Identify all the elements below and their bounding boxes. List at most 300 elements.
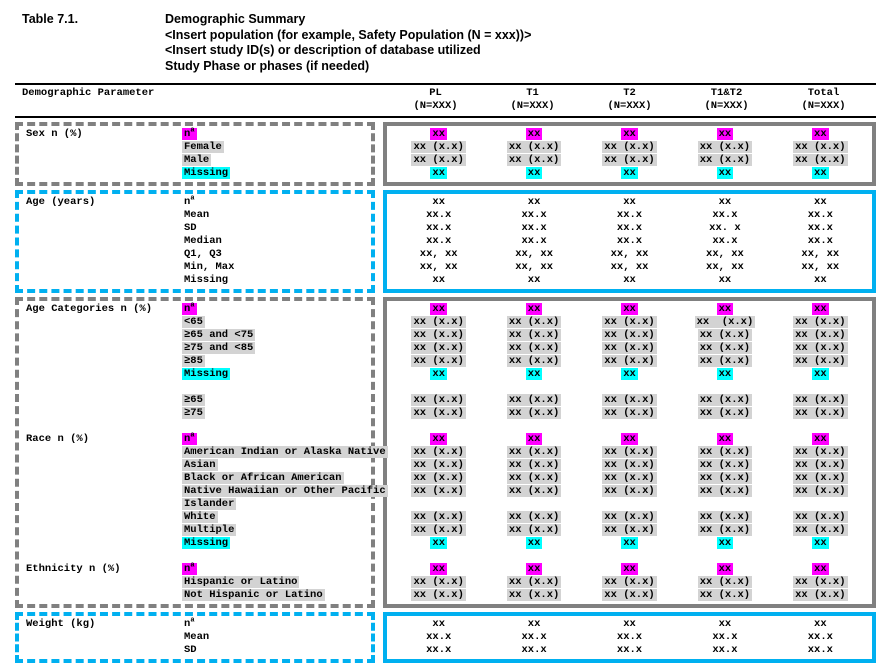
section-name: Weight (kg) bbox=[26, 618, 96, 630]
section-name: Ethnicity n (%) bbox=[26, 563, 121, 575]
value-cell bbox=[773, 235, 868, 248]
value-row bbox=[391, 154, 868, 167]
label-row bbox=[19, 631, 371, 644]
value: xx (x.x) bbox=[604, 316, 655, 328]
value-cell bbox=[391, 222, 486, 235]
label-row bbox=[19, 141, 371, 154]
value: xx bbox=[623, 128, 636, 140]
section-name: Age Categories n (%) bbox=[26, 303, 153, 315]
value: xx bbox=[527, 368, 541, 380]
value-cell bbox=[773, 589, 868, 602]
value: xx (x.x) bbox=[413, 446, 464, 458]
value: xx (x.x) bbox=[696, 316, 754, 328]
row-label: Black or African American bbox=[184, 472, 342, 484]
value-cell bbox=[391, 329, 486, 342]
value: xx (x.x) bbox=[604, 485, 655, 497]
section-name: Age (years) bbox=[26, 196, 96, 208]
value: xx, xx bbox=[706, 248, 744, 260]
value: xx (x.x) bbox=[795, 316, 846, 328]
column-n: (N=XXX) bbox=[801, 100, 846, 112]
value: xx bbox=[718, 618, 732, 630]
label-row bbox=[19, 248, 371, 261]
value: xx (x.x) bbox=[604, 342, 655, 354]
value: xx bbox=[432, 618, 445, 630]
value: xx (x.x) bbox=[508, 141, 560, 153]
value-cell bbox=[391, 303, 486, 316]
value-cell bbox=[677, 407, 772, 420]
label-row bbox=[19, 196, 371, 209]
value: xx (x.x) bbox=[795, 472, 846, 484]
label-row bbox=[19, 472, 371, 485]
value: xx bbox=[623, 433, 636, 445]
value: xx (x.x) bbox=[508, 355, 560, 367]
data-box bbox=[383, 122, 876, 186]
value-cell bbox=[773, 537, 868, 550]
label-row bbox=[19, 485, 386, 511]
value-cell bbox=[773, 368, 868, 381]
value: xx bbox=[527, 303, 541, 315]
value-cell bbox=[391, 631, 486, 644]
value-cell bbox=[582, 618, 677, 631]
value: xx (x.x) bbox=[699, 511, 751, 523]
value: xx bbox=[527, 537, 541, 549]
value: xx.x bbox=[616, 235, 643, 247]
value-row bbox=[391, 576, 868, 589]
value-cell bbox=[677, 261, 772, 274]
value-cell bbox=[391, 511, 486, 524]
data-box bbox=[383, 190, 876, 293]
value-cell bbox=[773, 154, 868, 167]
column-name: T1 bbox=[526, 87, 539, 99]
value: xx bbox=[432, 303, 445, 315]
value: xx (x.x) bbox=[604, 589, 655, 601]
value: xx bbox=[718, 563, 732, 575]
value-cell bbox=[677, 222, 772, 235]
row-label: ≥75 bbox=[184, 407, 203, 419]
value: xx.x bbox=[521, 235, 547, 247]
value-cell bbox=[677, 167, 772, 180]
value-cell bbox=[486, 644, 581, 657]
value-row bbox=[391, 261, 868, 274]
value: xx.x bbox=[521, 631, 547, 643]
value-cell bbox=[391, 459, 486, 472]
value-cell bbox=[486, 342, 581, 355]
value: xx (x.x) bbox=[508, 576, 560, 588]
value: xx.x bbox=[712, 209, 738, 221]
value: xx bbox=[432, 368, 445, 380]
column-name: PL bbox=[429, 87, 442, 99]
value-cell bbox=[677, 446, 772, 459]
value-cell bbox=[582, 128, 677, 141]
value: xx bbox=[718, 167, 732, 179]
value-cell bbox=[582, 261, 677, 274]
value: xx (x.x) bbox=[508, 446, 560, 458]
value: xx bbox=[814, 537, 827, 549]
value-row bbox=[391, 355, 868, 368]
value-cell bbox=[486, 446, 581, 459]
value-cell bbox=[391, 128, 486, 141]
value: xx.x bbox=[426, 209, 452, 221]
value-row bbox=[391, 222, 868, 235]
title-line: <Insert population (for example, Safety Population (N = xxx))> bbox=[165, 27, 532, 42]
value: xx (x.x) bbox=[413, 141, 464, 153]
value-cell bbox=[773, 631, 868, 644]
value-cell bbox=[582, 472, 677, 485]
value-row bbox=[391, 329, 868, 342]
row-label: $n^a$ bbox=[184, 126, 195, 140]
row-label: Missing bbox=[184, 368, 229, 380]
value: xx (x.x) bbox=[508, 511, 560, 523]
value-cell bbox=[486, 537, 581, 550]
row-label: $n^a$ bbox=[184, 194, 195, 208]
spacer-row bbox=[391, 420, 868, 433]
value: xx bbox=[814, 368, 827, 380]
value: xx (x.x) bbox=[699, 524, 751, 536]
value-cell bbox=[582, 433, 677, 446]
value: xx (x.x) bbox=[699, 342, 751, 354]
row-label: $n^a$ bbox=[184, 561, 195, 575]
value-row bbox=[391, 618, 868, 631]
row-label: SD bbox=[184, 222, 197, 234]
value-cell bbox=[486, 394, 581, 407]
value: xx bbox=[814, 167, 827, 179]
value: xx (x.x) bbox=[508, 316, 560, 328]
column-n: (N=XXX) bbox=[510, 100, 555, 112]
value: xx (x.x) bbox=[508, 472, 560, 484]
value-cell bbox=[773, 167, 868, 180]
value: xx bbox=[718, 196, 732, 208]
value: xx bbox=[432, 128, 445, 140]
value: xx bbox=[814, 128, 827, 140]
value: xx (x.x) bbox=[508, 394, 560, 406]
value: xx (x.x) bbox=[699, 485, 751, 497]
value-cell bbox=[391, 342, 486, 355]
value-cell bbox=[773, 303, 868, 316]
column-name: Total bbox=[807, 87, 840, 99]
label-row bbox=[19, 222, 371, 235]
value-cell bbox=[773, 209, 868, 222]
value: xx.x bbox=[807, 209, 833, 221]
column-n: (N=XXX) bbox=[413, 100, 458, 112]
value-cell bbox=[773, 222, 868, 235]
value-row bbox=[391, 196, 868, 209]
row-label: Male bbox=[184, 154, 210, 166]
value: xx (x.x) bbox=[413, 524, 464, 536]
value-cell bbox=[486, 303, 581, 316]
label-row bbox=[19, 394, 371, 407]
value-cell bbox=[677, 235, 772, 248]
value: xx (x.x) bbox=[413, 342, 464, 354]
title-block bbox=[0, 0, 882, 74]
spacer-row bbox=[391, 550, 868, 563]
section-name: Sex n (%) bbox=[26, 128, 83, 140]
value-cell bbox=[773, 355, 868, 368]
value-cell bbox=[677, 433, 772, 446]
label-box bbox=[15, 122, 375, 186]
value-cell bbox=[677, 303, 772, 316]
data-box bbox=[383, 297, 876, 608]
row-label: Islander bbox=[184, 498, 235, 510]
value: xx (x.x) bbox=[413, 589, 464, 601]
value-cell bbox=[677, 154, 772, 167]
row-label: SD bbox=[184, 644, 197, 656]
row-label: Mean bbox=[184, 631, 210, 643]
value-cell bbox=[486, 576, 581, 589]
title-line: <Insert study ID(s) or description of database utilized bbox=[165, 43, 481, 57]
value: xx (x.x) bbox=[413, 485, 464, 497]
value-cell bbox=[486, 329, 581, 342]
value: xx bbox=[527, 167, 541, 179]
value: xx (x.x) bbox=[604, 355, 655, 367]
value: xx (x.x) bbox=[508, 154, 560, 166]
row-label: Missing bbox=[184, 537, 229, 549]
value: xx (x.x) bbox=[413, 472, 464, 484]
value-cell bbox=[486, 459, 581, 472]
value: xx (x.x) bbox=[699, 446, 751, 458]
column-headers bbox=[383, 87, 876, 113]
label-row bbox=[19, 618, 371, 631]
value-cell bbox=[486, 472, 581, 485]
value: xx bbox=[527, 274, 541, 286]
value-cell bbox=[582, 537, 677, 550]
value: xx (x.x) bbox=[604, 576, 655, 588]
row-label: Missing bbox=[184, 167, 229, 179]
title-line: Demographic Summary bbox=[165, 12, 306, 26]
value-cell bbox=[773, 196, 868, 209]
label-row bbox=[19, 644, 371, 657]
value: xx bbox=[527, 618, 541, 630]
row-label: Not Hispanic or Latino bbox=[184, 589, 323, 601]
value-cell bbox=[582, 141, 677, 154]
value: xx (x.x) bbox=[699, 355, 751, 367]
value-cell bbox=[773, 576, 868, 589]
value: xx bbox=[718, 368, 732, 380]
value-row bbox=[391, 128, 868, 141]
value-cell bbox=[582, 644, 677, 657]
value-cell bbox=[582, 459, 677, 472]
value-cell bbox=[773, 446, 868, 459]
value: xx bbox=[718, 128, 732, 140]
value-cell bbox=[582, 576, 677, 589]
row-label: ≥65 bbox=[184, 394, 203, 406]
label-row bbox=[19, 589, 371, 602]
row-label: ≥75 and <85 bbox=[184, 342, 254, 354]
value-cell bbox=[773, 128, 868, 141]
row-label: Multiple bbox=[184, 524, 235, 536]
value-cell bbox=[582, 563, 677, 576]
value: xx (x.x) bbox=[699, 394, 751, 406]
value-cell bbox=[677, 537, 772, 550]
value: xx (x.x) bbox=[508, 524, 560, 536]
value: xx (x.x) bbox=[699, 589, 751, 601]
value: xx, xx bbox=[610, 248, 649, 260]
value: xx bbox=[432, 433, 445, 445]
value-cell bbox=[773, 433, 868, 446]
value-row bbox=[391, 537, 868, 550]
value-cell bbox=[391, 316, 486, 329]
value-cell bbox=[677, 274, 772, 287]
value-cell bbox=[391, 407, 486, 420]
value-row bbox=[391, 368, 868, 381]
value: xx.x bbox=[807, 631, 833, 643]
value-cell bbox=[486, 589, 581, 602]
value-cell bbox=[486, 274, 581, 287]
value-row bbox=[391, 209, 868, 222]
label-row bbox=[19, 355, 371, 368]
value-cell bbox=[391, 524, 486, 537]
value-row bbox=[391, 644, 868, 657]
value-cell bbox=[677, 511, 772, 524]
label-row bbox=[19, 303, 371, 316]
value-cell bbox=[391, 248, 486, 261]
section-group bbox=[15, 297, 876, 608]
value: xx bbox=[718, 537, 732, 549]
value-cell bbox=[486, 368, 581, 381]
value-row bbox=[391, 303, 868, 316]
value-cell bbox=[582, 196, 677, 209]
value-row bbox=[391, 446, 868, 459]
value-cell bbox=[486, 631, 581, 644]
label-row bbox=[19, 316, 371, 329]
value-cell bbox=[486, 316, 581, 329]
value-cell bbox=[391, 446, 486, 459]
value: xx.x bbox=[426, 631, 452, 643]
value: xx bbox=[718, 274, 732, 286]
value: xx.x bbox=[712, 644, 738, 656]
value: xx (x.x) bbox=[795, 154, 846, 166]
label-row bbox=[19, 329, 371, 342]
value: xx (x.x) bbox=[413, 407, 464, 419]
section-group bbox=[15, 612, 876, 663]
value-row bbox=[391, 563, 868, 576]
value-cell bbox=[677, 618, 772, 631]
value: xx (x.x) bbox=[604, 394, 655, 406]
value-row bbox=[391, 524, 868, 537]
value-cell bbox=[677, 524, 772, 537]
value: xx (x.x) bbox=[795, 329, 846, 341]
value: xx, xx bbox=[419, 261, 458, 273]
value: xx.x bbox=[616, 222, 643, 234]
value: xx (x.x) bbox=[699, 329, 751, 341]
value: xx bbox=[623, 274, 636, 286]
value: xx.x bbox=[521, 209, 547, 221]
section-group bbox=[15, 190, 876, 293]
value-cell bbox=[582, 485, 677, 498]
value-cell bbox=[582, 407, 677, 420]
value: xx (x.x) bbox=[699, 407, 751, 419]
demographic-table bbox=[15, 83, 876, 663]
value-row bbox=[391, 342, 868, 355]
value: xx (x.x) bbox=[795, 141, 846, 153]
value: xx bbox=[623, 537, 636, 549]
value-cell bbox=[582, 355, 677, 368]
value-cell bbox=[582, 209, 677, 222]
value-cell bbox=[582, 154, 677, 167]
row-label: American Indian or Alaska Native bbox=[184, 446, 386, 458]
value-cell bbox=[582, 329, 677, 342]
section-group bbox=[15, 122, 876, 186]
label-box bbox=[15, 612, 375, 663]
value: xx (x.x) bbox=[604, 446, 655, 458]
value: xx bbox=[527, 433, 541, 445]
value-cell bbox=[582, 631, 677, 644]
row-label: Native Hawaiian or Other Pacific bbox=[184, 485, 386, 497]
spacer-row bbox=[19, 420, 371, 433]
value: xx bbox=[623, 196, 636, 208]
value-cell bbox=[486, 222, 581, 235]
label-row bbox=[19, 511, 371, 524]
value-cell bbox=[582, 167, 677, 180]
label-row bbox=[19, 407, 371, 420]
value: xx (x.x) bbox=[604, 329, 655, 341]
value: xx (x.x) bbox=[795, 446, 846, 458]
value-row bbox=[391, 433, 868, 446]
label-row bbox=[19, 154, 371, 167]
value: xx.x bbox=[712, 631, 738, 643]
value-row bbox=[391, 235, 868, 248]
value-row bbox=[391, 589, 868, 602]
value: xx (x.x) bbox=[699, 576, 751, 588]
value: xx (x.x) bbox=[508, 407, 560, 419]
value-cell bbox=[486, 141, 581, 154]
value: xx, xx bbox=[801, 248, 840, 260]
table-body bbox=[15, 122, 876, 663]
value: xx.x bbox=[426, 644, 452, 656]
value: xx (x.x) bbox=[795, 524, 846, 536]
value-cell bbox=[486, 618, 581, 631]
value-cell bbox=[582, 394, 677, 407]
value-cell bbox=[773, 261, 868, 274]
row-label: Female bbox=[184, 141, 222, 153]
label-row bbox=[19, 235, 371, 248]
spacer-row bbox=[19, 381, 371, 394]
value-cell bbox=[677, 329, 772, 342]
value: xx bbox=[718, 433, 732, 445]
value: xx.x bbox=[521, 222, 547, 234]
value: xx bbox=[814, 618, 827, 630]
value-cell bbox=[677, 472, 772, 485]
value: xx (x.x) bbox=[699, 141, 751, 153]
label-row bbox=[19, 446, 386, 459]
value: xx (x.x) bbox=[413, 576, 464, 588]
value-cell bbox=[582, 316, 677, 329]
value: xx bbox=[814, 274, 827, 286]
value-row bbox=[391, 631, 868, 644]
value-cell bbox=[582, 303, 677, 316]
row-label: Median bbox=[184, 235, 222, 247]
value: xx (x.x) bbox=[795, 485, 846, 497]
column-header bbox=[484, 87, 581, 113]
data-box bbox=[383, 612, 876, 663]
value: xx (x.x) bbox=[413, 154, 464, 166]
value-cell bbox=[486, 524, 581, 537]
value-row bbox=[391, 511, 868, 524]
row-label: White bbox=[184, 511, 216, 523]
value-cell bbox=[391, 154, 486, 167]
column-n: (N=XXX) bbox=[704, 100, 749, 112]
label-box bbox=[15, 190, 375, 293]
value-cell bbox=[773, 342, 868, 355]
value: xx bbox=[432, 167, 445, 179]
value: xx (x.x) bbox=[699, 459, 751, 471]
value-row bbox=[391, 459, 868, 472]
value: xx bbox=[814, 563, 827, 575]
row-label: $n^a$ bbox=[184, 616, 195, 630]
value-cell bbox=[486, 248, 581, 261]
value-cell bbox=[582, 248, 677, 261]
value: xx (x.x) bbox=[604, 154, 655, 166]
value-cell bbox=[773, 524, 868, 537]
